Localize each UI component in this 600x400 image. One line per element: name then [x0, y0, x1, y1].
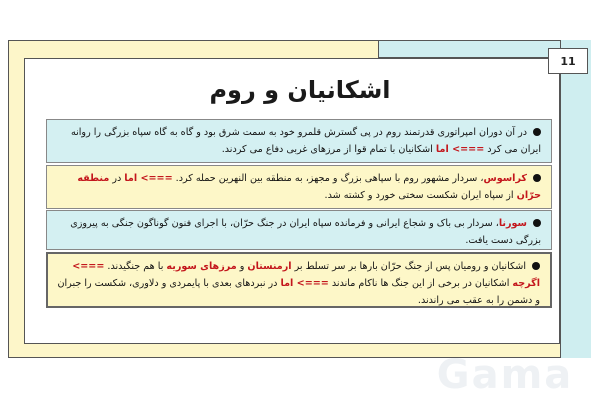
text-run: در آن دوران امپراتوری قدرتمند روم در پی گسترش قلمرو خود به سمت شرق بود و گاه به گاه سپاه بزرگی را روانه ایران می کرد [70, 127, 541, 155]
watermark-logo: Gama [436, 352, 574, 398]
highlighted-phrase: کراسوس [483, 173, 527, 184]
highlighted-phrase: سورنا [498, 218, 527, 229]
text-run: اشکانیان در برخی از این جنگ ها ناکام ماندند [328, 278, 513, 289]
text-run: اشکانیان و رومیان پس از جنگ حرّان بارها بر سر تسلط بر [291, 261, 526, 272]
paragraph-text-2 [77, 173, 541, 201]
text-run: ، سردار بی باک و شجاع ایرانی و فرمانده سپاه ایران در جنگ حرّان، با اجرای فنون گوناگون جنگی به پیروزی بزرگی دست یافت. [70, 218, 541, 246]
bullet-icon [532, 262, 540, 270]
text-run: از سپاه ایران شکست سختی خورد و کشته شد. [324, 190, 517, 201]
text-run: با هم جنگیدند. [104, 261, 167, 272]
highlighted-phrase: ===> اما [124, 173, 173, 184]
paragraph-box-3 [46, 210, 552, 250]
paragraph-box-2 [46, 165, 552, 209]
highlighted-phrase: ارمنستان [247, 261, 292, 272]
paragraph-text-1 [71, 127, 541, 155]
page-number-badge [548, 48, 588, 74]
paragraph-box-1 [46, 119, 552, 163]
page-number: 11 [560, 54, 576, 68]
paragraph-box-4 [46, 252, 552, 308]
text-run: در [109, 173, 125, 184]
bullet-icon [533, 174, 541, 182]
highlighted-phrase: منطقه حرّان [77, 173, 541, 201]
highlighted-phrase: ===> اما [435, 144, 485, 155]
paragraph-text-3 [70, 218, 541, 246]
text-run: در نبردهای بعدی با پایمردی و دلاوری، شکست را جبران و دشمن را به عقب می راندند. [57, 278, 540, 306]
paragraph-text-4 [57, 261, 540, 306]
text-run: اشکانیان با تمام قوا از مرزهای غربی دفاع می کردند. [221, 144, 436, 155]
page-title: اشکانیان و روم [209, 76, 391, 104]
bullet-icon [533, 128, 541, 136]
highlighted-phrase: مرزهای سوریه [166, 261, 237, 272]
highlighted-phrase: ===> اگرچه [72, 261, 540, 289]
text-run: ، سردار مشهور روم با سپاهی بزرگ و مجهز، به منطقه بین النهرین حمله کرد. [172, 173, 484, 184]
bullet-icon [533, 219, 541, 227]
highlighted-phrase: ===> اما [280, 278, 329, 289]
text-run: و [236, 261, 248, 272]
frame-right-strip [560, 40, 591, 358]
